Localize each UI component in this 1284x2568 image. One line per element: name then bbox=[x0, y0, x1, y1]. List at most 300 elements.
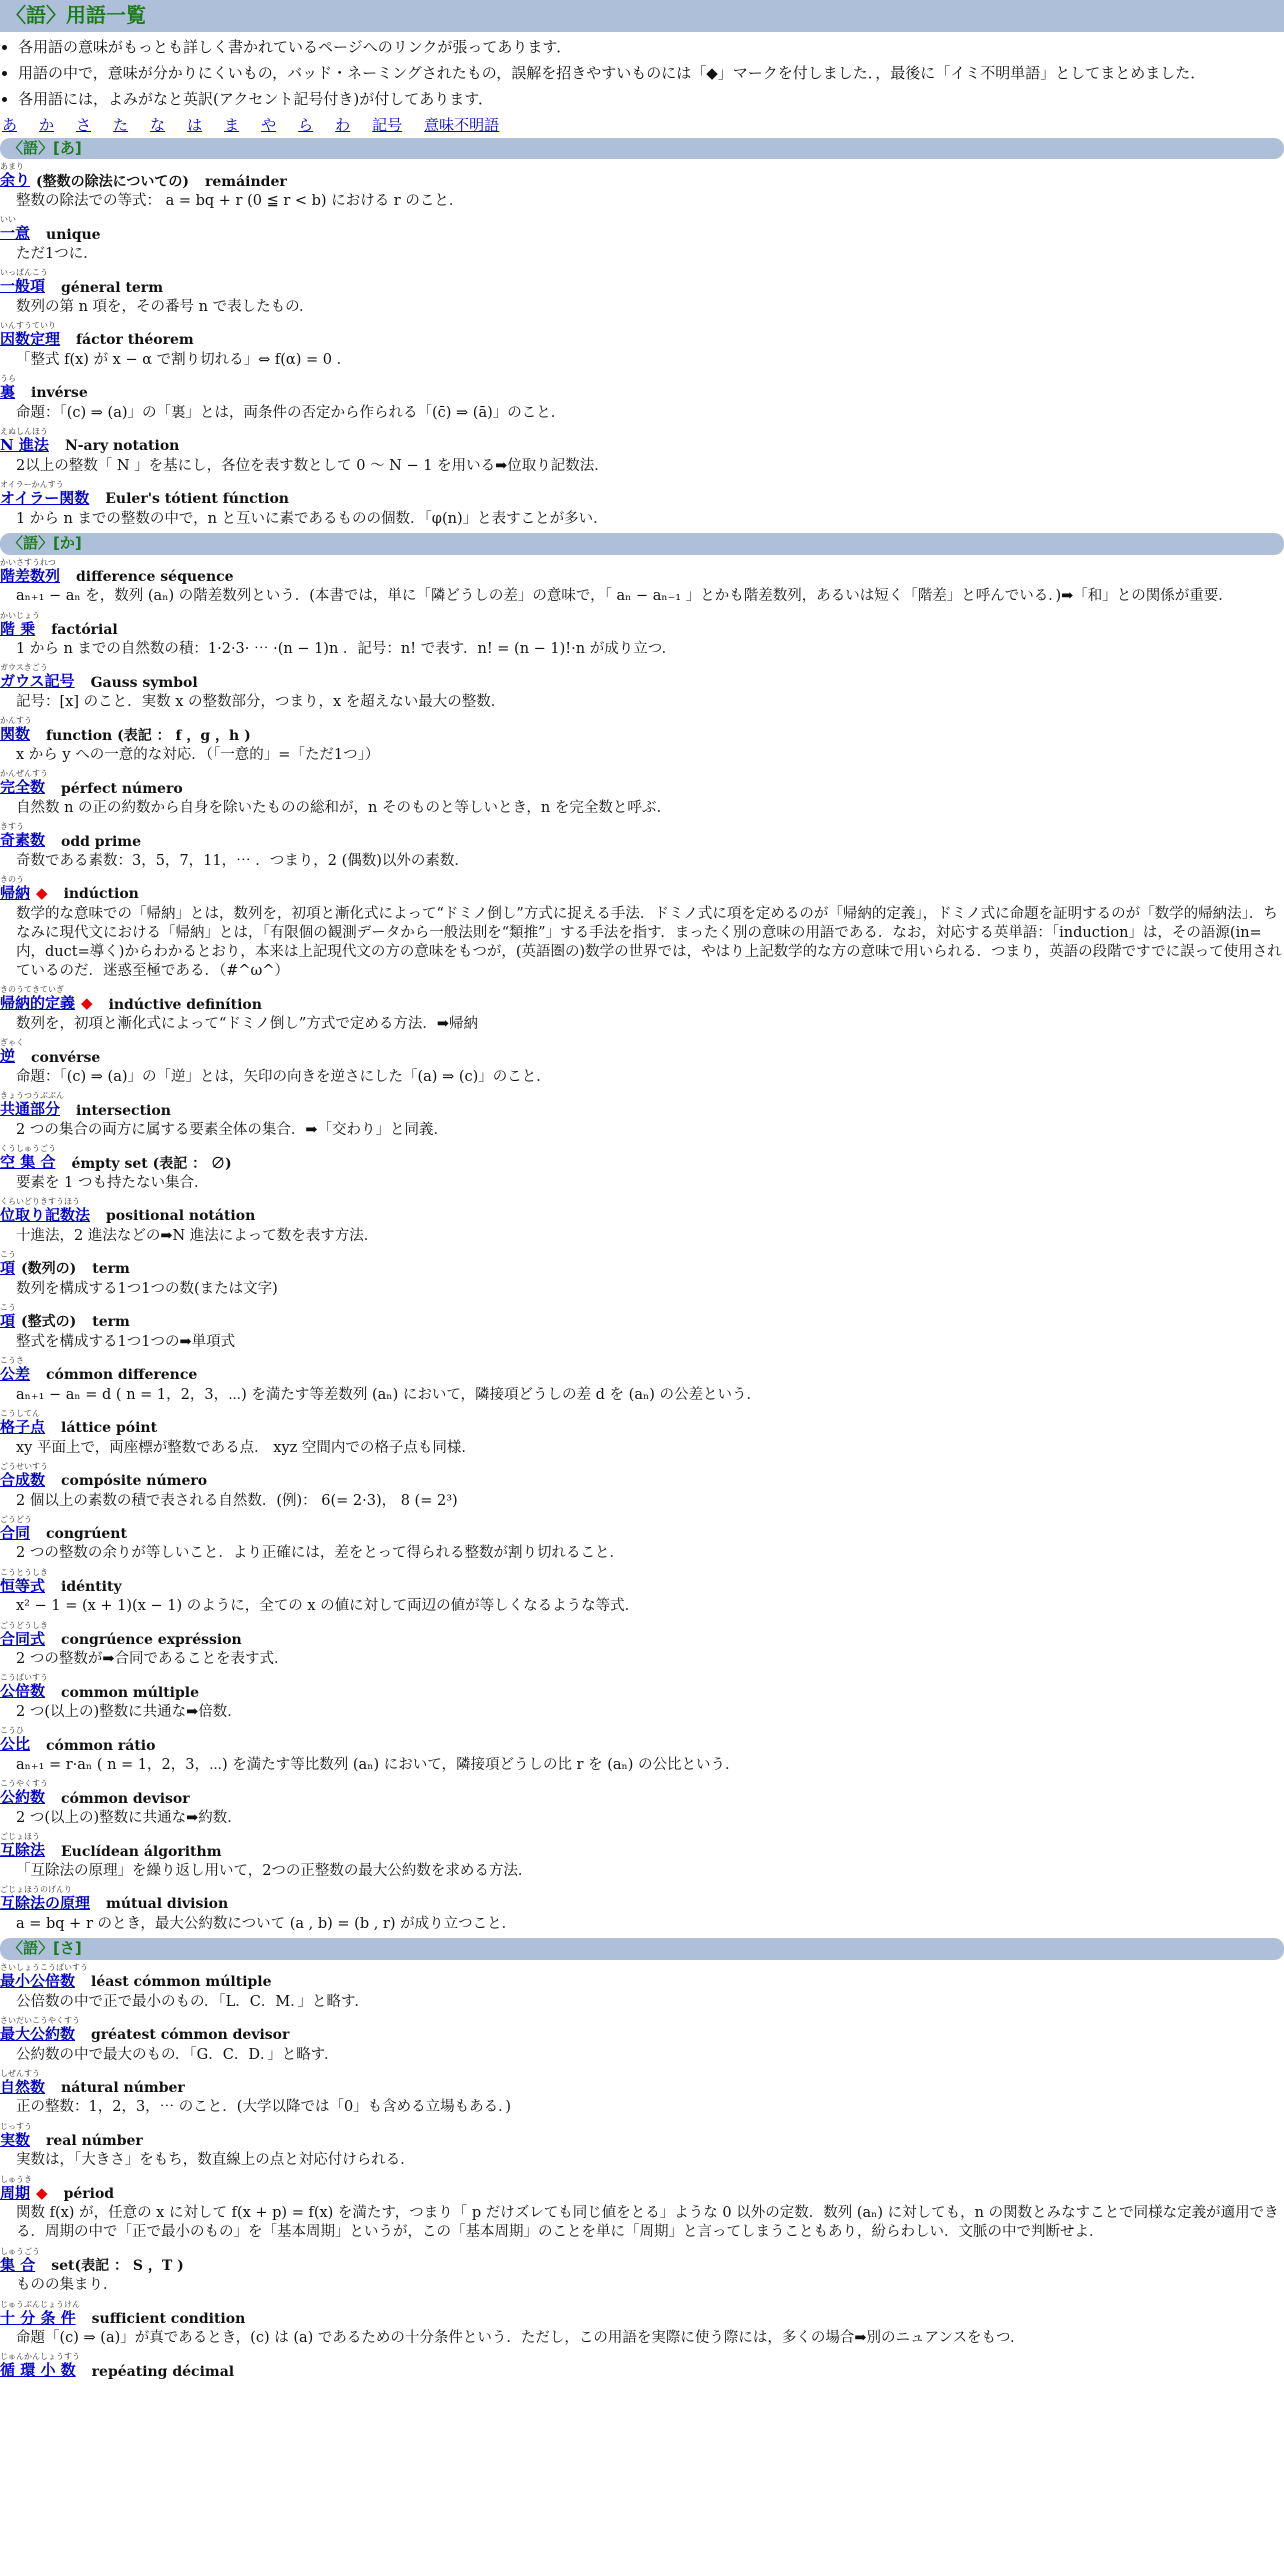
term-link[interactable] bbox=[0, 162, 30, 191]
term-description: 2 個以上の素数の積で表される自然数．(例)： 6(= 2·3)， 8 (= 2³) bbox=[16, 1492, 458, 1509]
term-text: N 進法 bbox=[0, 435, 49, 454]
term-link[interactable] bbox=[0, 480, 89, 509]
entry-head bbox=[0, 1621, 1284, 1650]
term-reading: さいだいこうやくすう bbox=[0, 2015, 80, 2025]
english-term: gréatest cómmon devisor bbox=[91, 2027, 290, 2044]
glossary-entry bbox=[0, 215, 1284, 264]
entry-head bbox=[0, 1963, 1284, 1992]
english-term: unique bbox=[46, 226, 101, 243]
term-text: 位取り記数法 bbox=[0, 1206, 91, 1225]
term-text: 完全数 bbox=[0, 778, 46, 797]
term-link[interactable] bbox=[0, 558, 60, 587]
term-description: 2 つの整数の余りが等しいこと．より正確には，差をとって得られる整数が割り切れること． bbox=[16, 1545, 625, 1562]
term-text: ガウス記号 bbox=[0, 672, 75, 691]
term-link[interactable] bbox=[0, 2175, 30, 2204]
term-text: 合同式 bbox=[0, 1629, 46, 1648]
term-description: 数列を構成する1つ1つの数(または文字) bbox=[16, 1280, 278, 1297]
kana-nav-link[interactable]: た bbox=[113, 115, 129, 134]
glossary-entry bbox=[0, 1779, 1284, 1828]
term-description: xy 平面上で，両座標が整数である点． xyz 空間内での格子点も同様． bbox=[16, 1439, 476, 1456]
term-description: 2 つ(以上の)整数に共通な➡約数． bbox=[16, 1810, 242, 1827]
term-reading: きょうつうぶぶん bbox=[0, 1091, 64, 1101]
term-link[interactable] bbox=[0, 1250, 15, 1279]
english-term: mútual division bbox=[106, 1896, 229, 1913]
term-link[interactable] bbox=[0, 1779, 48, 1808]
term-text: 公約数 bbox=[0, 1788, 46, 1807]
term-reading: きのうてきていぎ bbox=[0, 985, 64, 995]
term-reading: いい bbox=[0, 215, 16, 225]
section-header: 〈語〉[か] bbox=[0, 533, 1284, 555]
term-qualifier: (整式の) bbox=[21, 1314, 77, 1331]
term-description: 数列を，初項と漸化式によって“ドミノ倒し”方式で定める方法．➡帰納 bbox=[16, 1016, 478, 1033]
glossary-entry bbox=[0, 1515, 1284, 1564]
glossary-entry bbox=[0, 162, 1284, 211]
term-text: 実数 bbox=[0, 2130, 31, 2149]
term-text: 一意 bbox=[0, 224, 31, 243]
term-text: 関数 bbox=[0, 725, 31, 744]
term-description: 公約数の中で最大のもの．「G．C．D．」と略す． bbox=[16, 2046, 339, 2063]
term-description: aₙ₊₁ − aₙ = d ( n = 1，2，3，⋯) を満たす等差数列 (aₙ) において，隣接項どうしの差 d を (aₙ) の公差という． bbox=[16, 1386, 761, 1403]
entry-head bbox=[0, 1462, 1284, 1491]
term-text: 周期 bbox=[0, 2183, 31, 2202]
english-term: cómmon difference bbox=[46, 1367, 198, 1384]
term-description: 関数 f(x) が，任意の x に対して f(x + p) = f(x) を満たす，つまり「 p だけズレても同じ値をとる」ような 0 以外の定数．数列 (aₙ) に対しても，n の関数とみなすことで同様な定義が適用できる．周期の中で「正で最小のもの」を「基本周期」というが，この「基本周期」のことを単に「周期」と言ってしまうこともあり，紛らわしい．文脈の中で判断せよ． bbox=[16, 2205, 1279, 2241]
term-reading: いっぱんこう bbox=[0, 268, 48, 278]
section-header: 〈語〉[さ] bbox=[0, 1938, 1284, 1960]
term-reading: じゅうぶんじょうけん bbox=[0, 2299, 80, 2309]
term-reading: ごうどうしき bbox=[0, 1620, 48, 1630]
kana-nav-link[interactable]: な bbox=[150, 115, 166, 134]
entry-head bbox=[0, 2069, 1284, 2098]
english-term: real númber bbox=[46, 2132, 143, 2149]
glossary-entry bbox=[0, 875, 1284, 981]
term-reading: かんぜんすう bbox=[0, 769, 48, 779]
term-reading: こうしてん bbox=[0, 1408, 40, 1418]
term-description: aₙ₊₁ − aₙ を，数列 (aₙ) の階差数列という．(本書では，単に「隣どうしの差」の意味で，「 aₙ − aₙ₋₁ 」とかも階差数列，あるいは短く「階差」と呼んでいる．)➡「和」との関係が重要． bbox=[16, 588, 1233, 605]
term-link[interactable] bbox=[0, 321, 60, 350]
english-term: láttice póint bbox=[61, 1420, 158, 1437]
entry-head bbox=[0, 1515, 1284, 1544]
term-reading: じっすう bbox=[0, 2121, 32, 2131]
entry-head bbox=[0, 1303, 1284, 1332]
term-reading: ごじょほう bbox=[0, 1832, 40, 1842]
kana-nav-link[interactable]: ま bbox=[224, 115, 240, 134]
entry-head bbox=[0, 215, 1284, 244]
term-link[interactable] bbox=[0, 1461, 48, 1491]
term-reading: かんすう bbox=[0, 716, 32, 726]
term-text: 余り bbox=[0, 171, 31, 190]
glossary-entry bbox=[0, 2247, 1284, 2296]
english-term: cómmon devisor bbox=[61, 1790, 190, 1807]
entry-head bbox=[0, 2247, 1284, 2276]
term-link[interactable] bbox=[0, 1962, 88, 1992]
glossary-entry bbox=[0, 1673, 1284, 1722]
english-term: nátural númber bbox=[61, 2080, 185, 2097]
entry-head bbox=[0, 1091, 1284, 1120]
glossary-entry bbox=[0, 2175, 1284, 2243]
kana-nav-link[interactable]: は bbox=[187, 115, 203, 134]
kana-nav-link[interactable]: あ bbox=[2, 115, 18, 134]
term-text: 奇素数 bbox=[0, 831, 46, 850]
term-link[interactable] bbox=[0, 875, 30, 904]
english-term: Gauss symbol bbox=[90, 674, 198, 691]
term-link[interactable] bbox=[0, 427, 49, 456]
entry-head bbox=[0, 1779, 1284, 1808]
term-description: 記号：[x] のこと．実数 x の整数部分，つまり，x を超えない最大の整数． bbox=[16, 694, 506, 711]
term-text: 互除法 bbox=[0, 1841, 46, 1860]
term-description: 2以上の整数「 N 」を基にし，各位を表す数として 0 ～ N − 1 を用いる➡位取り記数法． bbox=[16, 457, 609, 474]
english-term: idéntity bbox=[61, 1578, 122, 1595]
english-term: factórial bbox=[51, 621, 118, 638]
glossary-entry bbox=[0, 480, 1284, 529]
term-reading: さいしょうこうばいすう bbox=[0, 1962, 88, 1972]
term-link[interactable] bbox=[0, 1091, 64, 1120]
term-description: 2 つの整数が➡合同であることを表す式． bbox=[16, 1651, 289, 1668]
english-term: léast cómmon múltiple bbox=[91, 1974, 272, 1991]
glossary-entry bbox=[0, 1885, 1284, 1934]
intro-item: • 各用語の意味がもっとも詳しく書かれているページへのリンクが張ってあります． bbox=[18, 38, 1284, 58]
term-link[interactable] bbox=[0, 2122, 30, 2151]
term-description: ものの集まり． bbox=[16, 2277, 118, 2294]
glossary-entry bbox=[0, 985, 1284, 1034]
term-reading: ごうせいすう bbox=[0, 1461, 48, 1471]
kana-index-nav bbox=[0, 116, 1284, 136]
section-header: 〈語〉[あ] bbox=[0, 138, 1284, 160]
term-description: 数列の第 n 項を，その番号 n で表したもの． bbox=[16, 299, 314, 316]
glossary-entry bbox=[0, 2352, 1284, 2381]
term-description: 要素を 1 つも持たない集合． bbox=[16, 1175, 209, 1192]
term-description: 数学的な意味での「帰納」とは，数列を，初項と漸化式によって“ドミノ倒し”方式に捉える手法．ドミノ式に項を定めるのが「帰納的定義」，ドミノ式に命題を証明するのが「数学的帰納法」．ちなみに現代文における「帰納」とは，「有限個の観測データから一般法則を“類推”」する手法を指す．まったく別の意味の用語である．なお，対応する英単語：「induction」は，その語源(in=内，duct=導く)からわかるとおり，本来は上記現代文の方の意味をもつが，(英語圏の)数学の世界では，やはり上記数学的な方の意味で用いられる．つまり，英語の段階ですでに誤って使用されているのだ．迷惑至極である．（#^ω^） bbox=[16, 905, 1282, 980]
term-description: 1 から n までの自然数の積：1·2·3· ⋯ ·(n − 1)n ．記号：n! で表す．n! = (n − 1)!·n が成り立つ． bbox=[16, 641, 677, 658]
term-description: a = bq + r のとき，最大公約数について (a , b) = (b , r) が成り立つこと． bbox=[16, 1915, 517, 1932]
term-description: 正の整数：1，2，3，⋯ のこと．(大学以降では「0」も含める立場もある．) bbox=[16, 2099, 512, 2116]
entry-head bbox=[0, 611, 1284, 640]
glossary-entry bbox=[0, 1250, 1284, 1299]
term-reading: しゅうごう bbox=[0, 2246, 40, 2256]
english-term: term bbox=[92, 1314, 130, 1331]
english-term: intersection bbox=[76, 1102, 171, 1119]
intro-item: • 用語の中で，意味が分かりにくいもの，バッド・ネーミングされたもの，誤解を招きやすいものには「◆」マークを付しました．，最後に「イミ不明単語」としてまとめました． bbox=[18, 64, 1284, 84]
term-text: 公比 bbox=[0, 1735, 31, 1754]
term-text: 最小公倍数 bbox=[0, 1971, 76, 1990]
term-description: 十進法，2 進法などの➡N 進法によって数を表す方法． bbox=[16, 1227, 379, 1244]
term-reading: こう bbox=[0, 1302, 16, 1312]
glossary-entry bbox=[0, 558, 1284, 607]
entry-head bbox=[0, 558, 1284, 587]
glossary-entry bbox=[0, 321, 1284, 370]
glossary-entry bbox=[0, 2069, 1284, 2118]
term-link[interactable] bbox=[0, 2299, 80, 2329]
kana-nav-link[interactable]: 意味不明語 bbox=[424, 115, 500, 134]
term-description: 命題「(c) ⇒ (a)」が真であるとき，(c) は (a) であるための十分条件という．ただし，この用語を実際に使う際には，多くの場合➡別のニュアンスをもつ． bbox=[16, 2330, 1025, 2347]
term-reading: しゅうき bbox=[0, 2174, 32, 2184]
english-term: odd prime bbox=[61, 833, 142, 850]
term-text: 格子点 bbox=[0, 1417, 46, 1436]
term-description: 「整式 f(x) が x − α で割り切れる」⇔ f(α) = 0 ． bbox=[16, 351, 352, 368]
entry-head bbox=[0, 985, 1284, 1014]
term-reading: あまり bbox=[0, 162, 24, 172]
term-link[interactable] bbox=[0, 2352, 80, 2381]
term-reading: ごじょほうのげんり bbox=[0, 1885, 72, 1895]
glossary-entry bbox=[0, 611, 1284, 660]
glossary-entry bbox=[0, 1409, 1284, 1458]
warning-diamond-icon: ◆ bbox=[81, 994, 93, 1013]
term-text: 循 環 小 数 bbox=[0, 2361, 76, 2380]
term-link[interactable] bbox=[0, 822, 45, 851]
glossary-entry bbox=[0, 1462, 1284, 1511]
term-link[interactable] bbox=[0, 1144, 55, 1173]
term-description: 整数の除法での等式： a = bq + r (0 ≦ r < b) における r のこと． bbox=[16, 193, 464, 210]
entry-head bbox=[0, 769, 1284, 798]
entry-head bbox=[0, 1673, 1284, 1702]
glossary-entry bbox=[0, 716, 1284, 765]
term-link[interactable] bbox=[0, 2246, 40, 2276]
english-term: congrúence expréssion bbox=[61, 1631, 242, 1648]
english-term: invérse bbox=[31, 385, 88, 402]
glossary-entry bbox=[0, 2300, 1284, 2349]
term-description: 1 から n までの整数の中で，n と互いに素であるものの個数．「φ(n)」と表すことが多い． bbox=[16, 510, 608, 527]
entry-head bbox=[0, 663, 1284, 692]
term-text: 自然数 bbox=[0, 2077, 46, 2096]
term-reading: くうしゅうごう bbox=[0, 1144, 56, 1154]
glossary-entry bbox=[0, 769, 1284, 818]
term-description: 命題：「(c) ⇒ (a)」の「裏」とは，両条件の否定から作られる「(c̄) ⇒ (ā)」のこと． bbox=[16, 404, 566, 421]
entry-head bbox=[0, 1726, 1284, 1755]
glossary-entry bbox=[0, 427, 1284, 476]
entry-head bbox=[0, 2122, 1284, 2151]
term-reading: えぬしんほう bbox=[0, 426, 48, 436]
english-term: Euler's tótient fúnction bbox=[105, 491, 289, 508]
entry-head bbox=[0, 1885, 1284, 1914]
entry-head bbox=[0, 268, 1284, 297]
term-link[interactable] bbox=[0, 2015, 80, 2045]
warning-diamond-icon: ◆ bbox=[36, 884, 48, 903]
entry-head bbox=[0, 427, 1284, 456]
english-term: set(表記 ： S ，T ) bbox=[51, 2257, 184, 2274]
entry-head bbox=[0, 480, 1284, 509]
term-reading: オイラーかんすう bbox=[0, 479, 64, 489]
glossary-entry bbox=[0, 374, 1284, 423]
term-link[interactable] bbox=[0, 1673, 48, 1702]
english-term: repéating décimal bbox=[91, 2363, 235, 2380]
term-link[interactable] bbox=[0, 1726, 30, 1755]
english-term: Euclídean álgorithm bbox=[61, 1843, 222, 1860]
term-reading: きのう bbox=[0, 875, 24, 885]
term-description: x² − 1 = (x + 1)(x − 1) のように，全ての x の値に対して両辺の値が等しくなるような等式． bbox=[16, 1598, 640, 1615]
glossary-entry bbox=[0, 1038, 1284, 1087]
term-text: 項 bbox=[0, 1311, 16, 1330]
term-description: 実数は，「大きさ」をもち，数直線上の点と対応付けられる． bbox=[16, 2152, 415, 2169]
english-term: émpty set (表記 ： ∅) bbox=[71, 1155, 232, 1172]
glossary-entry bbox=[0, 1963, 1284, 2012]
page-title: 〈語〉用語一覧 bbox=[0, 0, 1284, 32]
term-description: ただ1つに． bbox=[16, 246, 98, 263]
glossary-entry bbox=[0, 2016, 1284, 2065]
term-text: 十 分 条 件 bbox=[0, 2308, 76, 2327]
term-reading: こうやくすう bbox=[0, 1779, 48, 1789]
term-link[interactable] bbox=[0, 374, 15, 403]
english-term: term bbox=[92, 1261, 130, 1278]
english-term: indúction bbox=[63, 886, 139, 903]
kana-nav-link[interactable]: 記号 bbox=[372, 115, 403, 134]
kana-nav-link[interactable]: わ bbox=[335, 115, 351, 134]
term-link[interactable] bbox=[0, 1409, 45, 1438]
term-description: x から y への一意的な対応．（「一意的」=「ただ1つ」） bbox=[16, 747, 380, 764]
term-text: 項 bbox=[0, 1259, 16, 1278]
entry-head bbox=[0, 374, 1284, 403]
english-term: difference séquence bbox=[76, 568, 234, 585]
term-text: オイラー関数 bbox=[0, 488, 90, 507]
glossary-entry bbox=[0, 1568, 1284, 1617]
term-link[interactable] bbox=[0, 2069, 45, 2098]
entry-head bbox=[0, 2175, 1284, 2204]
term-reading: くらいどりきすうほう bbox=[0, 1197, 80, 1207]
glossary-entry bbox=[0, 1621, 1284, 1670]
english-term: compósite número bbox=[61, 1473, 208, 1490]
glossary-entry bbox=[0, 1091, 1284, 1140]
glossary-sections bbox=[0, 138, 1284, 2382]
kana-nav-link[interactable]: や bbox=[261, 115, 277, 134]
term-reading: こうとうしき bbox=[0, 1567, 48, 1577]
warning-diamond-icon: ◆ bbox=[36, 2183, 48, 2202]
glossary-entry bbox=[0, 2122, 1284, 2171]
entry-head bbox=[0, 875, 1284, 904]
entry-head bbox=[0, 1197, 1284, 1226]
term-reading: きすう bbox=[0, 822, 24, 832]
term-link[interactable] bbox=[0, 215, 30, 244]
english-term: périod bbox=[63, 2185, 115, 2202]
entry-head bbox=[0, 1250, 1284, 1279]
term-link[interactable] bbox=[0, 663, 75, 692]
entry-head bbox=[0, 1144, 1284, 1173]
term-text: 帰納的定義 bbox=[0, 994, 76, 1013]
entry-head bbox=[0, 1409, 1284, 1438]
glossary-entry bbox=[0, 1197, 1284, 1246]
glossary-entry bbox=[0, 1726, 1284, 1775]
english-term: N-ary notation bbox=[64, 438, 180, 455]
term-link[interactable] bbox=[0, 769, 48, 798]
term-text: 恒等式 bbox=[0, 1576, 46, 1595]
term-qualifier: (整数の除法についての) bbox=[36, 173, 189, 190]
entry-head bbox=[0, 822, 1284, 851]
kana-nav-link[interactable]: ら bbox=[298, 115, 314, 134]
term-text: 最大公約数 bbox=[0, 2024, 76, 2043]
term-reading: こうさ bbox=[0, 1355, 24, 1365]
kana-nav-link[interactable]: か bbox=[39, 115, 55, 134]
english-term: pérfect número bbox=[61, 780, 183, 797]
english-term: congrúent bbox=[46, 1526, 127, 1542]
term-reading: うら bbox=[0, 374, 16, 384]
term-reading: ガウスきごう bbox=[0, 663, 48, 673]
glossary-entry bbox=[0, 1832, 1284, 1881]
glossary-entry bbox=[0, 822, 1284, 871]
english-term: common múltiple bbox=[61, 1684, 200, 1701]
term-link[interactable] bbox=[0, 985, 75, 1014]
term-text: 互除法の原理 bbox=[0, 1894, 91, 1913]
term-reading: じゅんかんしょうすう bbox=[0, 2352, 80, 2362]
term-link[interactable] bbox=[0, 1620, 48, 1650]
entry-head bbox=[0, 716, 1284, 745]
glossary-entry bbox=[0, 268, 1284, 317]
term-reading: ぎゃく bbox=[0, 1038, 24, 1048]
english-term: convérse bbox=[31, 1049, 101, 1066]
term-text: 一般項 bbox=[0, 277, 46, 296]
term-text: 因数定理 bbox=[0, 330, 61, 349]
term-text: 裏 bbox=[0, 383, 16, 402]
entry-head bbox=[0, 162, 1284, 191]
term-link[interactable] bbox=[0, 1356, 30, 1385]
term-link[interactable] bbox=[0, 1567, 48, 1597]
term-reading: ごうどう bbox=[0, 1514, 32, 1524]
term-reading: いんすうていり bbox=[0, 321, 56, 331]
term-link[interactable] bbox=[0, 610, 40, 640]
term-reading: こう bbox=[0, 1250, 16, 1260]
glossary-entry bbox=[0, 663, 1284, 712]
entry-head bbox=[0, 2016, 1284, 2045]
term-text: 階 乗 bbox=[0, 619, 36, 638]
term-description: 整式を構成する1つ1つの➡単項式 bbox=[16, 1333, 236, 1350]
entry-head bbox=[0, 1356, 1284, 1385]
term-qualifier: (数列の) bbox=[21, 1261, 77, 1278]
entry-head bbox=[0, 1038, 1284, 1067]
english-term: sufficient condition bbox=[91, 2310, 246, 2327]
term-text: 共通部分 bbox=[0, 1100, 61, 1119]
term-reading: かいさすうれつ bbox=[0, 557, 56, 567]
term-description: 2 つの集合の両方に属する要素全体の集合．➡「交わり」と同義． bbox=[16, 1122, 448, 1139]
english-term: cómmon rátio bbox=[46, 1737, 156, 1754]
term-text: 公倍数 bbox=[0, 1682, 46, 1701]
glossary-entry bbox=[0, 1144, 1284, 1193]
term-link[interactable] bbox=[0, 1515, 30, 1544]
kana-nav-link[interactable]: さ bbox=[76, 115, 92, 134]
term-text: 集 合 bbox=[0, 2255, 36, 2274]
glossary-entry bbox=[0, 1356, 1284, 1405]
english-term: remáinder bbox=[204, 173, 287, 190]
term-link[interactable] bbox=[0, 1885, 90, 1914]
term-description: 命題：「(c) ⇒ (a)」の「逆」とは，矢印の向きを逆さにした「(a) ⇒ (c)」のこと． bbox=[16, 1069, 551, 1086]
term-link[interactable] bbox=[0, 716, 30, 745]
glossary-entry bbox=[0, 1303, 1284, 1352]
term-description: aₙ₊₁ = r·aₙ ( n = 1，2，3，⋯) を満たす等比数列 (aₙ) において，隣接項どうしの比 r を (aₙ) の公比という． bbox=[16, 1757, 740, 1774]
term-text: 合成数 bbox=[0, 1470, 46, 1489]
entry-head bbox=[0, 2300, 1284, 2329]
term-text: 合同 bbox=[0, 1523, 31, 1542]
term-description: 奇数である素数：3，5，7，11，⋯ ．つまり，2 (偶数)以外の素数． bbox=[16, 853, 469, 870]
term-reading: こうひ bbox=[0, 1726, 24, 1736]
term-link[interactable] bbox=[0, 268, 48, 297]
intro-list bbox=[0, 38, 1284, 109]
term-reading: かいじょう bbox=[0, 610, 40, 620]
entry-head bbox=[0, 1832, 1284, 1861]
english-term: function (表記 ： f ，g ，h ) bbox=[46, 727, 251, 744]
entry-head bbox=[0, 2352, 1284, 2381]
term-text: 空 集 合 bbox=[0, 1153, 56, 1172]
english-term: positional notátion bbox=[106, 1208, 256, 1225]
entry-head bbox=[0, 1568, 1284, 1597]
term-description: 「互除法の原理」を繰り返し用いて，2つの正整数の最大公約数を求める方法． bbox=[16, 1863, 533, 1879]
english-term: fáctor théorem bbox=[76, 332, 194, 349]
term-text: 帰納 bbox=[0, 884, 31, 903]
term-description: 自然数 n の正の約数から自身を除いたものの総和が，n そのものと等しいとき，n を完全数と呼ぶ． bbox=[16, 800, 672, 817]
term-text: 公差 bbox=[0, 1364, 31, 1383]
term-text: 逆 bbox=[0, 1047, 16, 1066]
term-link[interactable] bbox=[0, 1038, 24, 1067]
english-term: géneral term bbox=[61, 279, 164, 296]
term-link[interactable] bbox=[0, 1303, 15, 1332]
term-reading: こうばいすう bbox=[0, 1673, 48, 1683]
term-link[interactable] bbox=[0, 1197, 90, 1226]
term-link[interactable] bbox=[0, 1832, 45, 1861]
